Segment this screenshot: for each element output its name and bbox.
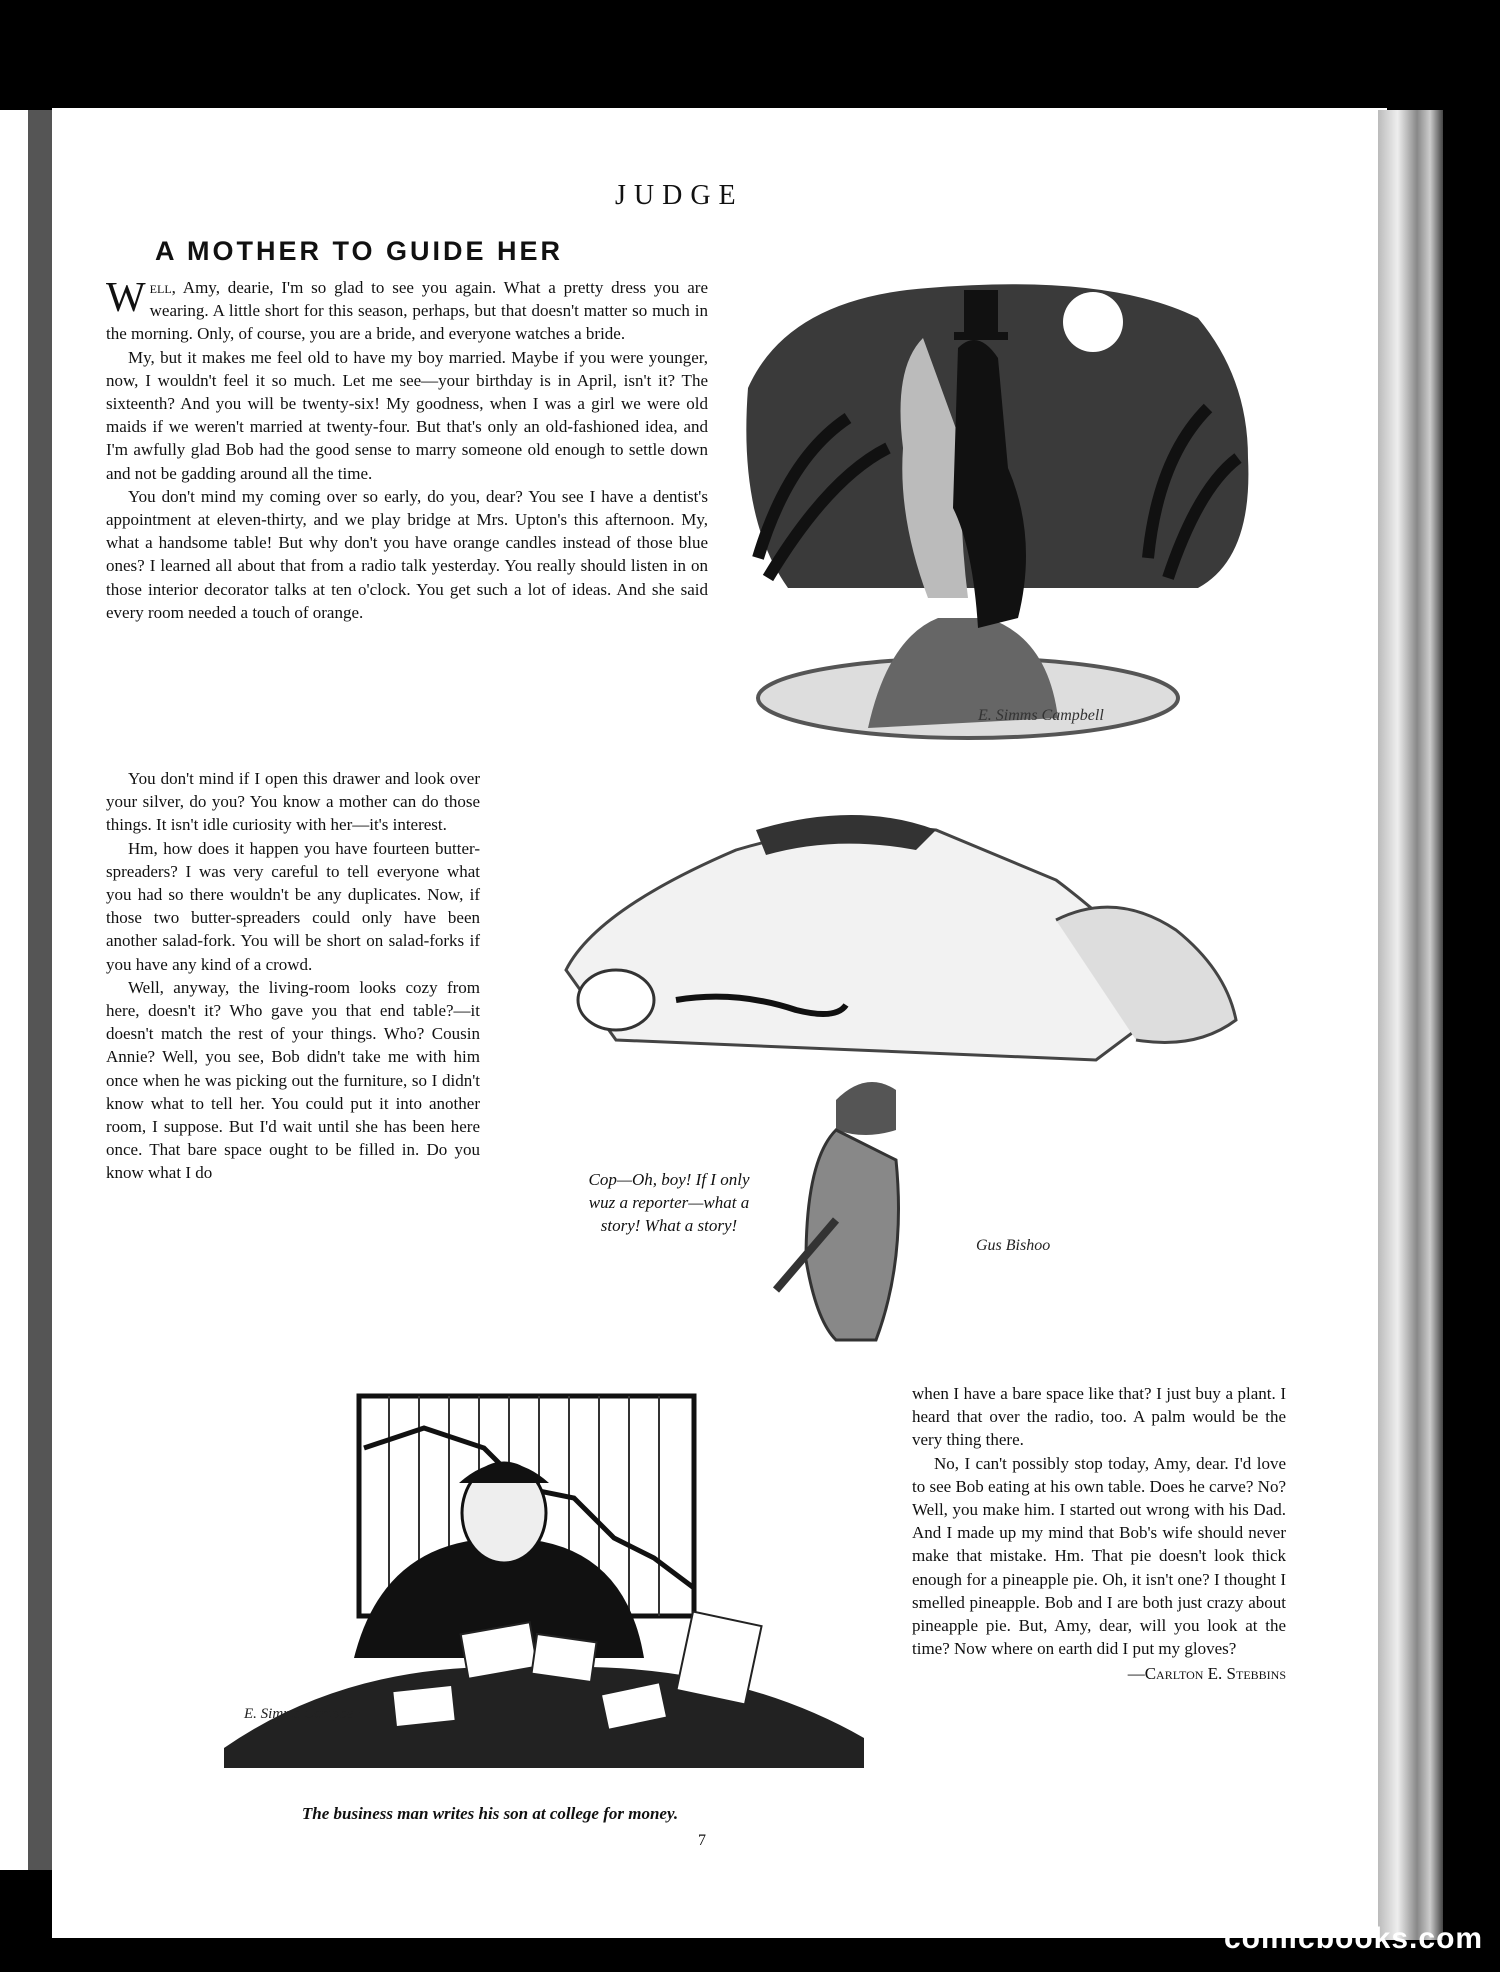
book-binding — [28, 110, 54, 1870]
paragraph: Well, anyway, the living-room looks cozy from here, doesn't it? Who gave you that end table?—it doesn't match the rest of your things. Who? Cousin Annie? Well, you see, Bob didn't take me with him once when he was picking out the furniture, so I didn't know what to tell her. You could put it into another room, I suppose. But I'd wait until she has been here once. That bare space ought to be filled in. Do you know what I do — [106, 977, 480, 1183]
paragraph: My, but it makes me feel old to have my boy married. Maybe if you were younger, now, I wouldn't feel it so much. Let me see—your birthday is in April, isn't it? The sixteenth? And you will be twenty-six! My goodness, when I was a girl we were old maids if we weren't married at twenty-four. But that's only an old-fashioned idea, and I'm awfully glad Bob had the good sense to marry someone old enough to settle down and not be gadding around all the time. — [106, 347, 708, 483]
paragraph: You don't mind my coming over so early, do you, dear? You see I have a dentist's appointment at eleven-thirty, and we play bridge at Mrs. Upton's this afternoon. My, what a handsome table! But why don't you have orange candles instead of those blue ones? I learned all about that from a radio talk yesterday. You really should listen in on those interior decorator talks at ten o'clock. You get such a lot of ideas. And she said every room needed a touch of orange. — [106, 486, 708, 622]
paragraph: No, I can't possibly stop today, Amy, dear. I'd love to see Bob eating at his own table. Does he carve? No? Well, you make him. I started out wrong with his Dad. And I made up my mind that Bob's wife should never make that mistake. Hm. That pie doesn't look thick enough for a pineapple pie. Oh, it isn't one? I thought I smelled pineapple. Bob and I are both just crazy about pineapple pie. But, Amy, dear, will you look at the time? Now where on earth did I put my gloves? — [912, 1453, 1286, 1659]
masthead: JUDGE — [615, 180, 744, 211]
moon-icon — [1063, 292, 1123, 352]
paragraph: You don't mind if I open this drawer and look over your silver, do you? You know a mother can do those things. It isn't idle curiosity with her—it's interest. — [106, 769, 480, 835]
cop-cartoon-caption: Cop—Oh, boy! If I only wuz a reporter—what a story! What a story! — [588, 1170, 750, 1235]
couple-cartoon — [728, 258, 1260, 748]
cartoon-signature: Gus Bishoo — [976, 1237, 1051, 1254]
businessman-cartoon — [204, 1388, 884, 1798]
paragraph: Well, Amy, dearie, I'm so glad to see you again. What a pretty dress you are wearing. A little short for this season, perhaps, but that doesn't matter so much in the morning. Only, of course, you are a bride, and everyone watches a bride. — [106, 275, 708, 344]
article-column-end — [912, 1382, 1286, 1686]
drop-cap: W — [106, 275, 146, 321]
watermark: comicbooks.com — [1224, 1922, 1484, 1955]
cartoon-signature: E. Simms Campbell — [244, 1706, 362, 1722]
cartoon-signature: E. Simms Campbell — [978, 707, 1104, 724]
businessman-cartoon-caption: The business man writes his son at college for money. — [301, 1804, 679, 1823]
byline: —Carlton E. Stebbins — [1127, 1664, 1286, 1684]
paragraph: Hm, how does it happen you have fourteen butter-spreaders? I was very careful to tell everyone what you had so there wouldn't be any duplicates. Now, if those two butter-spreaders could only have been another salad-fork. You will be short on salad-forks if you have any kind of a crowd. — [106, 838, 480, 974]
article-title: A MOTHER TO GUIDE HER — [155, 236, 564, 266]
cop-cartoon — [536, 740, 1276, 1360]
page-stack-edge — [1378, 110, 1443, 1940]
paragraph: when I have a bare space like that? I just buy a plant. I heard that over the radio, too. A palm would be the very thing there. — [912, 1384, 1286, 1450]
page-number: 7 — [698, 1832, 706, 1849]
article-column-middle — [106, 767, 480, 1185]
article-column-top — [106, 276, 708, 624]
